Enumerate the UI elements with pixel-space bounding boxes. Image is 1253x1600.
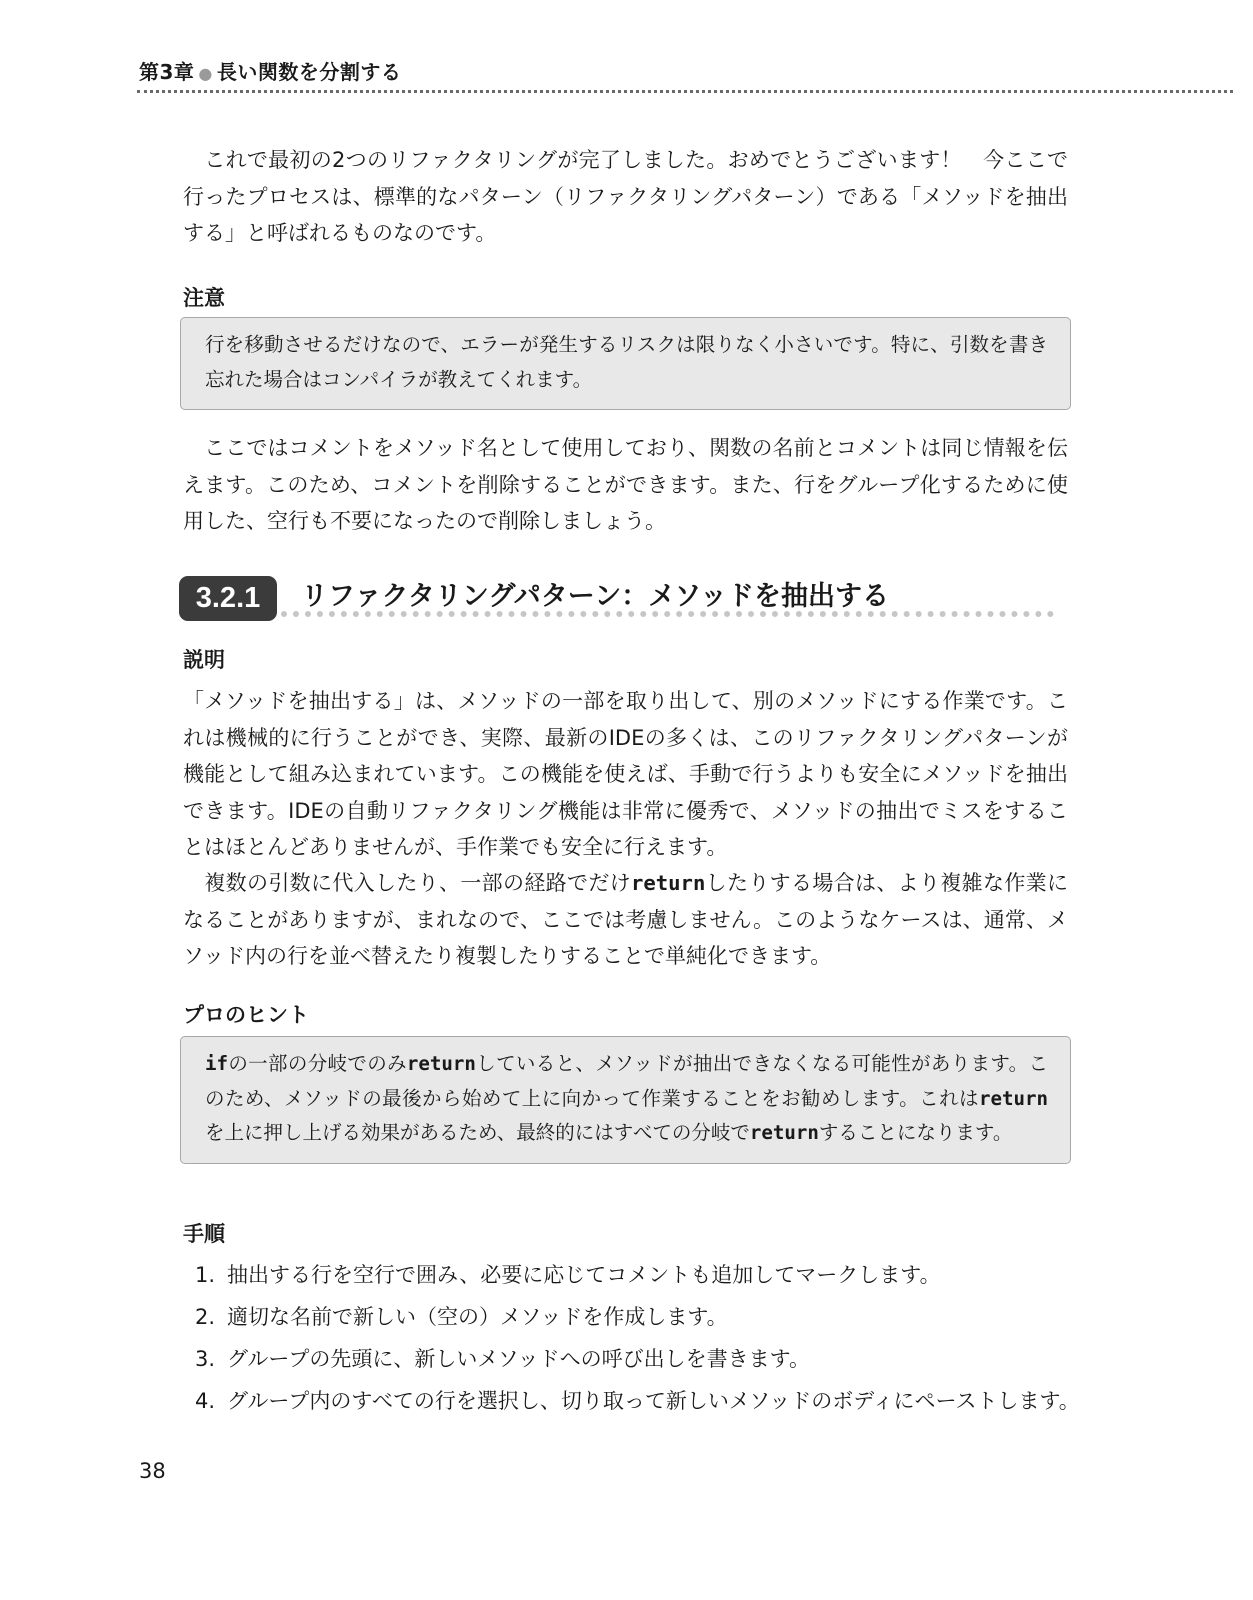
pro-tip-text-3: を上に押し上げる効果があるため、最終的にはすべての分岐で — [205, 1121, 750, 1144]
intro-paragraph — [183, 142, 1068, 252]
section-number-badge: 3.2.1 — [179, 576, 277, 621]
caution-text: 行を移動させるだけなので、エラーが発生するリスクは限りなく小さいです。特に、引数を書き忘れた場合はコンパイラが教えてくれます。 — [205, 333, 1048, 391]
inline-code-return: return — [631, 871, 706, 895]
step-number: 3. — [195, 1347, 216, 1371]
section-title-dotted-rule — [281, 611, 1054, 617]
chapter-title: 長い関数を分割する — [216, 60, 402, 84]
description-text-2b: したりする場合は、より複雑な作業になることがありますが、まれなので、ここでは考慮しません。このようなケースは、通常、メソッド内の行を並べ替えたり複製したりすることで単純化できます。 — [183, 871, 1069, 968]
pro-tip-text-1: の一部の分岐でのみ — [228, 1052, 407, 1075]
step-text: グループ内のすべての行を選択し、切り取って新しいメソッドのボディにペーストします。 — [227, 1389, 1080, 1413]
inline-code-return: return — [406, 1052, 476, 1075]
description-paragraph-2 — [183, 865, 1068, 975]
caution-box — [180, 317, 1071, 410]
step-text: 適切な名前で新しい（空の）メソッドを作成します。 — [227, 1305, 728, 1329]
section-title: リファクタリングパターン：メソッドを抽出する — [301, 581, 890, 612]
procedure-label: 手順 — [183, 1222, 225, 1246]
comment-paragraph — [183, 430, 1068, 540]
caution-label: 注意 — [183, 286, 225, 310]
procedure-list — [195, 1256, 1080, 1424]
description-label: 説明 — [183, 648, 225, 672]
pro-tip-box — [180, 1036, 1071, 1164]
bullet-icon: ● — [198, 64, 213, 83]
step-text: グループの先頭に、新しいメソッドへの呼び出しを書きます。 — [227, 1347, 810, 1371]
description-paragraph-1 — [183, 683, 1068, 866]
list-item — [195, 1256, 1080, 1298]
step-number: 1. — [195, 1263, 216, 1287]
pro-tip-text-2: していると、メソッドが抽出できなくなる可能性があります。このため、メソッドの最後から始めて上に向かって作業することをお勧めします。これは — [205, 1052, 1048, 1110]
list-item — [195, 1298, 1080, 1340]
running-head — [139, 56, 401, 85]
comment-text: ここではコメントをメソッド名として使用しており、関数の名前とコメントは同じ情報を伝えます。このため、コメントを削除することができます。また、行をグループ化するために使用した、空行も不要になったので削除しましょう。 — [183, 436, 1068, 533]
description-text-2a: 複数の引数に代入したり、一部の経路でだけ — [204, 871, 631, 895]
step-number: 4. — [195, 1389, 216, 1413]
inline-code-return: return — [978, 1086, 1048, 1110]
inline-code-return: return — [749, 1121, 819, 1144]
chapter-number: 第3章 — [139, 60, 195, 84]
pro-tip-text-4: することになります。 — [818, 1121, 1013, 1144]
header-divider — [137, 90, 1233, 93]
step-number: 2. — [195, 1305, 216, 1329]
pro-tip-label: プロのヒント — [183, 1003, 309, 1027]
inline-code-if: if — [205, 1052, 229, 1075]
step-text: 抽出する行を空行で囲み、必要に応じてコメントも追加してマークします。 — [227, 1263, 941, 1287]
page-number: 38 — [139, 1459, 166, 1483]
list-item — [195, 1340, 1080, 1382]
description-text-1: 「メソッドを抽出する」は、メソッドの一部を取り出して、別のメソッドにする作業です。これは機械的に行うことができ、実際、最新のIDEの多くは、このリファクタリングパターンが機能として組み込まれています。この機能を使えば、手動で行うよりも安全にメソッドを抽出できます。IDEの自動リファクタリング機能は非常に優秀で、メソッドの抽出でミスをすることはほとんどありませんが、手作業でも安全に行えます。 — [183, 689, 1068, 859]
intro-text: これで最初の2つのリファクタリングが完了しました。おめでとうございます！ 今ここで行ったプロセスは、標準的なパターン（リファクタリングパターン）である「メソッドを抽出する」と呼ばれるものなのです。 — [183, 148, 1068, 245]
list-item — [195, 1382, 1080, 1424]
